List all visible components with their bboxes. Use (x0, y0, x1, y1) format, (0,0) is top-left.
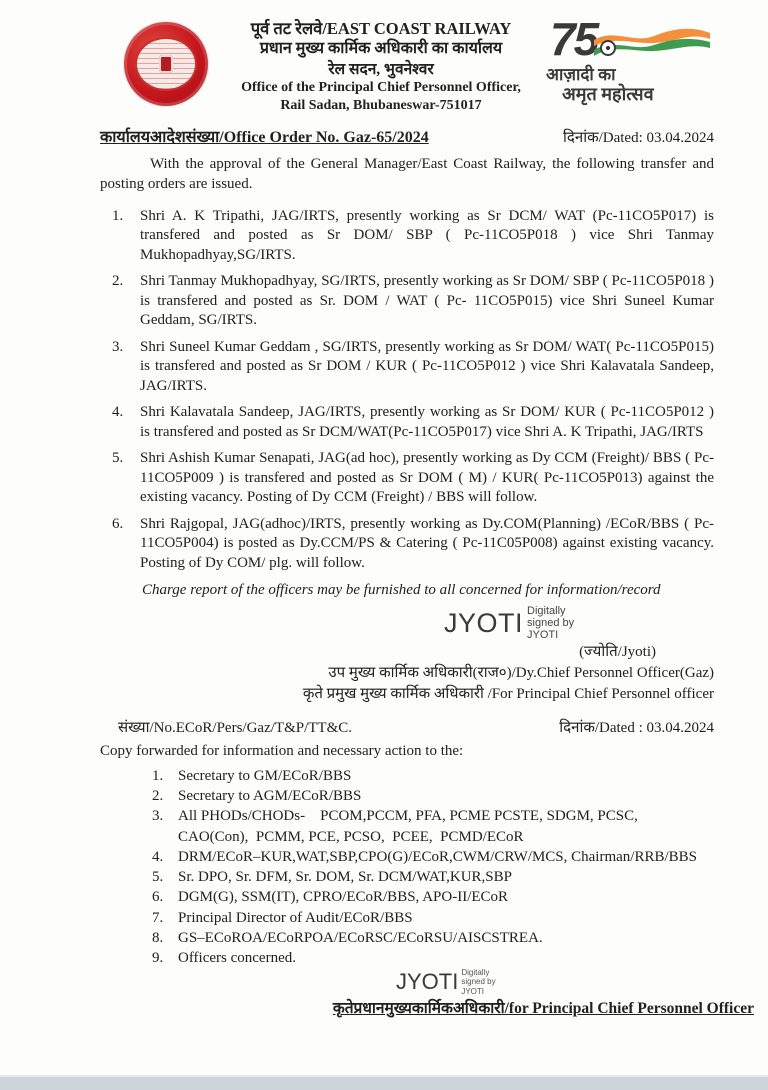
reference-date: दिनांक/Dated : 03.04.2024 (559, 719, 714, 736)
signatory-name-stamp: JYOTI (444, 607, 524, 638)
item-number: 3. (112, 338, 124, 355)
transfer-order-item (100, 272, 714, 331)
item-number: 6. (152, 889, 164, 906)
reference-row (100, 717, 714, 737)
order-number-row (100, 125, 714, 147)
transfer-order-item (100, 449, 714, 508)
copy-list-item (100, 786, 714, 806)
seal-emblem (159, 55, 173, 73)
item-number: 2. (112, 273, 124, 290)
signatory-designation-2: कृते प्रमुख मुख्य कार्मिक अधिकारी /For Principal Chief Personnel officer (302, 685, 714, 702)
item-text: Secretary to AGM/ECoR/BBS (178, 788, 362, 804)
azadi-text-line2: अमृत महोत्सव (562, 84, 654, 104)
copy-list-item (100, 766, 714, 786)
azadi-ka-amrit-mahotsav-logo (544, 13, 714, 112)
item-text: Shri Suneel Kumar Geddam , SG/IRTS, presently working as Sr DOM/ WAT( Pc-11CO5P015) is transfered and posted as Sr DOM / KUR ( Pc-11CO5P012 ) vice Shri Kalavatala Sandeep, JAG/IRTS. (140, 338, 714, 394)
item-number: 5. (112, 450, 124, 467)
address-hindi: रेल सदन, भुवनेश्वर (328, 60, 434, 78)
item-number: 7. (152, 909, 164, 926)
item-number: 4. (152, 848, 164, 865)
copy-forwarded-list (100, 766, 714, 969)
letterhead-titles (218, 14, 544, 115)
office-title-hindi: प्रधान मुख्य कार्मिक अधिकारी का कार्यालय (259, 40, 503, 58)
final-designation-line: कृतेप्रधानमुख्यकार्मिकअधिकारी/for Principal Chief Personnel Officer (332, 999, 754, 1017)
item-text: GS–ECoROA/ECoRPOA/ECoRSC/ECoRSU/AISCSTREA. (178, 929, 543, 946)
copy-forwarded-heading: Copy forwarded for information and necessary action to the: (100, 742, 464, 759)
letterhead (100, 14, 714, 115)
item-number: 1. (112, 207, 124, 224)
digitally-signed-note: Digitally signed by JYOTI (527, 604, 575, 642)
address-english: Rail Sadan, Bhubaneswar-751017 (280, 98, 482, 114)
item-text: Principal Director of Audit/ECoR/BBS (178, 909, 413, 926)
item-text: Shri Tanmay Mukhopadhyay, SG/IRTS, presently working as Sr DOM/ SBP ( Pc-11CO5P018 ) is transfered and posted as Sr. DOM / WAT ( Pc- 11CO5P015) vice Shri Suneel Kumar Geddam, SG/IRTS. (140, 273, 714, 329)
digitally-signed-note: Digitally signed by JYOTI (461, 968, 496, 996)
copy-list-item (100, 908, 714, 928)
item-text: Shri Kalavatala Sandeep, JAG/IRTS, presently working as Sr DOM/ KUR ( Pc-11CO5P012 ) is transfered and posted as Sr DCM/WAT(Pc-11CO5P017) vice Shri A. K Tripathi, JAG/IRTS (140, 404, 714, 440)
item-text: Shri Rajgopal, JAG(adhoc)/IRTS, presently working as Dy.COM(Planning) /ECoR/BBS ( Pc-11CO5P004) is posted as Dy.CCM/PS & Catering ( Pc-11C05P008) against existing vacancy. Posting of Dy COM/ plg. will follow. (140, 515, 714, 571)
reference-number: संख्या/No.ECoR/Pers/Gaz/T&P/TT&C. (118, 719, 352, 736)
item-number: 6. (112, 515, 124, 532)
transfer-order-item (100, 403, 714, 442)
item-number: 1. (152, 767, 164, 784)
transfer-order-list (100, 207, 714, 574)
copy-list-item (100, 847, 714, 867)
seal-inner-ring (135, 37, 197, 91)
item-text: All PHODs/CHODs- PCOM,PCCM, PFA, PCME PCSTE, SDGM, PCSC, CAO(Con), PCMM, PCE, PCSO, PCEE, PCMD/ECoR (178, 808, 638, 845)
copy-list-item (100, 806, 714, 847)
item-text: Sr. DPO, Sr. DFM, Sr. DOM, Sr. DCM/WAT,KUR,SBP (178, 869, 512, 885)
signatory-designation-1: उप मुख्य कार्मिक अधिकारी(राज०)/Dy.Chief Personnel Officer(Gaz) (328, 664, 714, 681)
item-number: 4. (112, 404, 124, 421)
copy-list-item (100, 867, 714, 887)
item-text: Secretary to GM/ECoR/BBS (178, 767, 352, 784)
transfer-order-item (100, 207, 714, 266)
item-text: DRM/ECoR–KUR,WAT,SBP,CPO(G)/ECoR,CWM/CRW/MCS, Chairman/RRB/BBS (178, 848, 697, 865)
transfer-order-item (100, 338, 714, 397)
item-number: 9. (152, 950, 164, 966)
viewer-bottom-bar (0, 1075, 768, 1090)
org-title-hindi: पूर्व तट रेलवे/EAST COAST RAILWAY (250, 19, 512, 38)
office-title-english: Office of the Principal Chief Personnel Officer, (241, 80, 521, 96)
item-number: 5. (152, 869, 164, 885)
item-number: 8. (152, 929, 164, 946)
azadi-text-line1: आज़ादी का (546, 65, 616, 84)
copy-list-item (100, 887, 714, 907)
railway-seal-icon (124, 22, 208, 106)
item-number: 2. (152, 788, 164, 804)
ashoka-chakra-icon (600, 40, 616, 56)
signatory-details (100, 642, 714, 705)
azadi-75-numeral: 75 (550, 13, 598, 65)
item-text: Officers concerned. (178, 950, 296, 966)
copy-list-item (100, 948, 714, 968)
signatory-name-paren: (ज्योति/Jyoti) (579, 643, 656, 660)
intro-paragraph: With the approval of the General Manager/East Coast Railway, the following transfer and posting orders are issued. (100, 156, 714, 193)
item-number: 3. (152, 808, 164, 825)
item-text: Shri A. K Tripathi, JAG/IRTS, presently working as Sr DCM/ WAT (Pc-11CO5P017) is transfered and posted as Sr DOM/ SBP ( Pc-11CO5P018 ) vice Shri Tanmay Mukhopadhyay,SG/IRTS. (140, 207, 714, 263)
order-date: दिनांक/Dated: 03.04.2024 (563, 130, 714, 147)
transfer-order-item (100, 515, 714, 574)
item-text: DGM(G), SSM(IT), CPRO/ECoR/BBS, APO-II/ECoR (178, 889, 509, 906)
copy-list-item (100, 928, 714, 948)
charge-report-note: Charge report of the officers may be furnished to all concerned for information/record (142, 582, 661, 599)
digital-signature-2 (396, 968, 714, 996)
digital-signature-1 (444, 605, 714, 642)
signatory-name-stamp: JYOTI (396, 969, 459, 995)
item-text: Shri Ashish Kumar Senapati, JAG(ad hoc), presently working as Dy CCM (Freight)/ BBS ( Pc-11CO5P009 ) is transfered and posted as Sr DOM ( M) / KUR( Pc-11CO5P013) against the existing vacancy. Posting of Dy CCM (Freight) / BBS will follow. (140, 450, 714, 506)
office-order-number: कार्यालयआदेशसंख्या/Office Order No. Gaz-65/2024 (100, 129, 429, 147)
railway-seal-logo (124, 22, 208, 106)
